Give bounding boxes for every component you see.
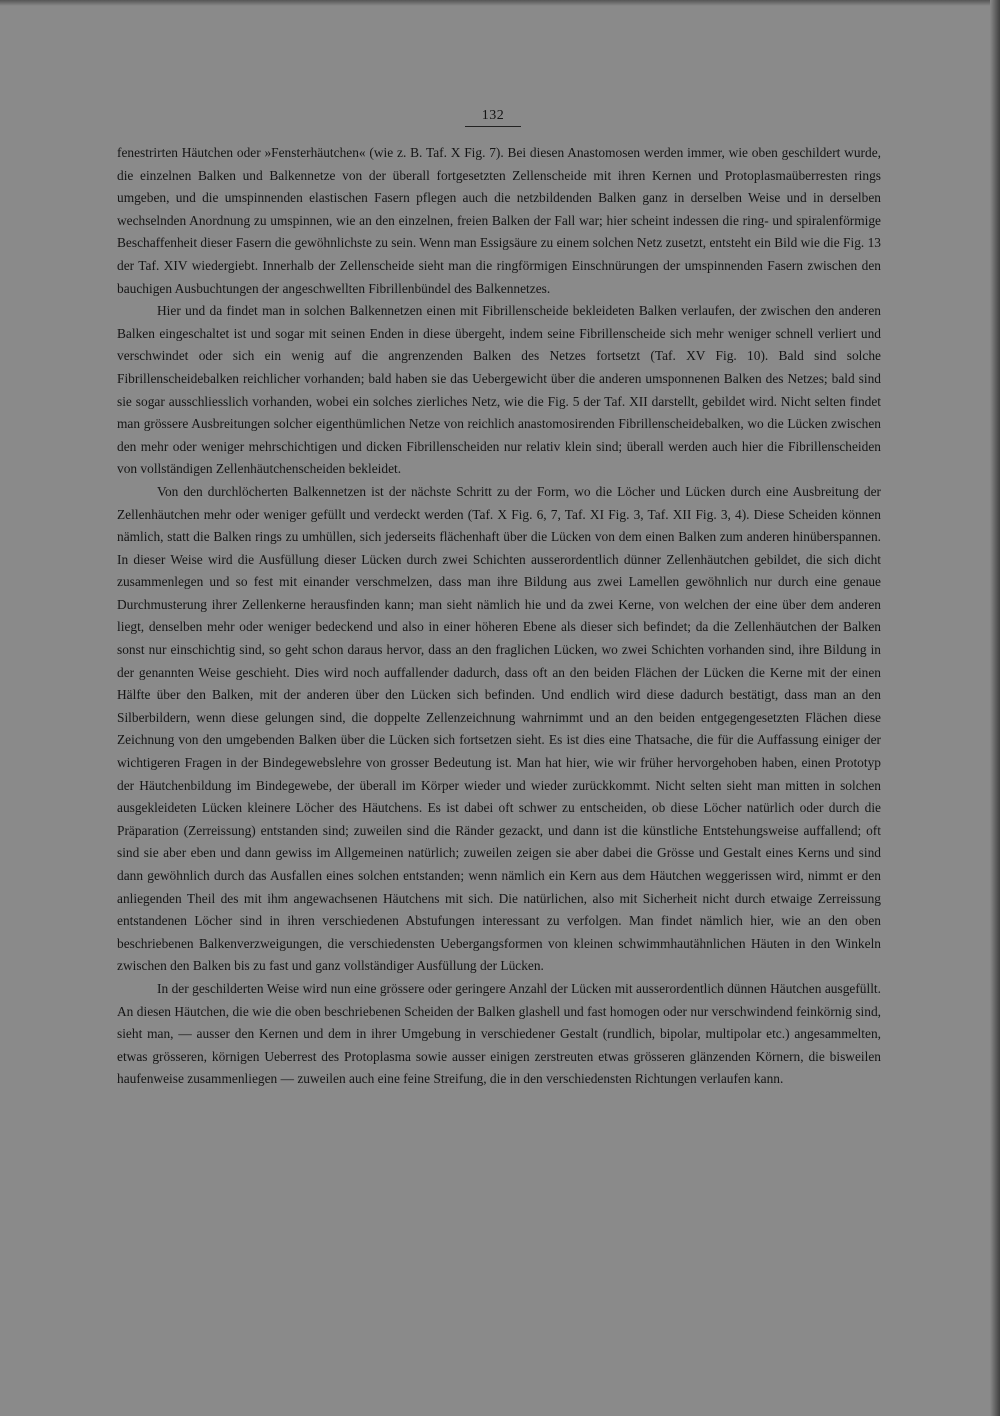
paragraph-3: Von den durchlöcherten Balkennetzen ist der nächste Schritt zu der Form, wo die Löcher und Lücken durch eine Ausbreitung der Zellenhäutchen mehr oder weniger gefüllt und verdeckt werden (Taf. X Fig. 6, 7, Taf. XI Fig. 3, Taf. XII Fig. 3, 4). Diese Scheiden können nämlich, statt die Balken rings zu umhüllen, sich jederseits flächenhaft über die Lücken von dem einen Balken zum anderen hinüberspannen. In dieser Weise wird die Ausfüllung dieser Lücken durch zwei Schichten ausserordentlich dünner Zellenhäutchen gebildet, die sich dicht zusammenlegen und so fest mit einander verschmelzen, dass man ihre Bildung aus zwei Lamellen gewöhnlich nur durch eine genaue Durchmusterung ihrer Zellenkerne herausfinden kann; man sieht nämlich hie und da zwei Kerne, von welchen der eine über dem anderen liegt, denselben mehr oder weniger bedeckend und also in einer höheren Ebene als dieser sich befindet; da die Zellenhäutchen der Balken sonst nur einschichtig sind, so geht schon daraus hervor, dass an den fraglichen Lücken, wo zwei Schichten vorhanden sind, ihre Bildung in der genannten Weise geschieht. Dies wird noch auffallender dadurch, dass oft an den beiden Flächen der Lücken die Kerne mit der einen Hälfte über den Balken, mit der anderen über den Lücken sich befinden. Und endlich wird diese dadurch bestätigt, dass man an den Silberbildern, wenn diese gelungen sind, die doppelte Zellenzeichnung wahrnimmt und an den beiden entgegengesetzten Flächen diese Zeichnung von den umgebenden Balken über die Lücken sich fortsetzen sieht. Es ist dies eine Thatsache, die für die Auffassung einiger der wichtigeren Fragen in der Bindegewebslehre von grosser Bedeutung ist. Man hat hier, wie wir früher hervorgehoben haben, einen Prototyp der Häutchenbildung im Bindegewebe, der überall im Körper wieder und wieder zurückkommt. Nicht selten sieht man mitten in solchen ausgekleideten Lücken kleinere Löcher des Häutchens. Es ist dabei oft schwer zu entscheiden, ob diese Löcher natürlich oder durch die Präparation (Zerreissung) entstanden sind; zuweilen sind die Ränder gezackt, und dann ist die künstliche Entstehungsweise auffallend; oft sind sie aber eben und dann gewiss im Allgemeinen natürlich; zuweilen zeigen sie aber dabei die Grösse und Gestalt eines Kerns und sind dann gewöhnlich durch das Ausfallen eines solchen entstanden; wenn nämlich ein Kern aus dem Häutchen weggerissen wird, nimmt er den anliegenden Theil des mit ihm angewachsenen Häutchens mit sich. Die natürlichen, also mit Sicherheit nicht durch etwaige Zerreissung entstandenen Löcher sind in ihren verschiedenen Abstufungen interessant zu verfolgen. Man findet nämlich hier, wie an den oben beschriebenen Balkenverzweigungen, die verschiedensten Uebergangsformen von kleinen schwimmhautähnlichen Häuten in den Winkeln zwischen den Balken bis zu fast und ganz vollständiger Ausfüllung der Lücken. bbox=[117, 483, 881, 974]
paragraph-1: fenestrirten Häutchen oder »Fensterhäutchen« (wie z. B. Taf. X Fig. 7). Bei diesen Anastomosen werden immer, wie oben geschildert wurde, die einzelnen Balken und Balkennetze von der überall fortgesetzten Zellenscheide mit ihren Kernen und Protoplasmaüberresten rings umgeben, und die umspinnenden elastischen Fasern pflegen auch die netzbildenden Balken ganz in derselben Weise und in derselben wechselnden Anordnung zu umspinnen, wie an den einzelnen, freien Balken der Fall war; hier scheint indessen die ring- und spiralenförmige Beschaffenheit dieser Fasern die gewöhnlichste zu sein. Wenn man Essigsäure zu einem solchen Netz zusetzt, entsteht ein Bild wie die Fig. 13 der Taf. XIV wiedergiebt. Innerhalb der Zellenscheide sieht man die ringförmigen Einschnürungen der umspinnenden Fasern zwischen den bauchigen Ausbuchtungen der angeschwellten Fibrillenbündel des Balkennetzes. bbox=[117, 145, 881, 296]
paragraph-4: In der geschilderten Weise wird nun eine grössere oder geringere Anzahl der Lücken mit ausserordentlich dünnen Häutchen ausgefüllt. An diesen Häutchen, die wie die oben beschriebenen Scheiden der Balken glashell und fast homogen oder nur verschwindend feinkörnig sind, sieht man, — ausser den Kernen und dem in ihrer Umgebung in verschiedener Gestalt (rundlich, bipolar, multipolar etc.) angesammelten, etwas grösseren, körnigen Ueberrest des Protoplasma sowie ausser einigen zerstreuten etwas grösseren glänzenden Körnern, die bisweilen haufenweise zusammenliegen — zuweilen auch eine feine Streifung, die in den verschiedensten Richtungen verlaufen kann. bbox=[117, 980, 881, 1087]
page-number-rule bbox=[465, 126, 521, 127]
scan-edge-top bbox=[0, 0, 1000, 6]
scan-edge-right bbox=[990, 0, 1000, 1416]
page-number: 132 bbox=[481, 108, 505, 123]
paragraph-2: Hier und da findet man in solchen Balkennetzen einen mit Fibrillenscheide bekleideten Balken verlaufen, der zwischen den anderen Balken eingeschaltet ist und sogar mit seinen Enden in diese übergeht, indem seine Fibrillenscheide sich mehr weniger schnell verliert und verschwindet oder sich ein wenig auf die angrenzenden Balken des Netzes fortsetzt (Taf. XV Fig. 10). Bald sind solche Fibrillenscheidebalken reichlicher vorhanden; bald haben sie das Uebergewicht über die anderen umsponnenen Balken des Netzes; bald sind sie sogar ausschliesslich vorhanden, wobei ein solches zierliches Netz, wie die Fig. 5 der Taf. XII darstellt, gebildet wird. Nicht selten findet man grössere Ausbreitungen solcher eigenthümlichen Netze von reichlich anastomosirenden Fibrillenscheidebalken, wo die Lücken zwischen den mehr oder weniger mehrschichtigen und dicken Fibrillenscheiden nur relativ klein sind; überall werden auch hier die Fibrillenscheiden von vollständigen Zellenhäutchenscheiden bekleidet. bbox=[117, 303, 881, 477]
body-text bbox=[117, 142, 881, 1091]
